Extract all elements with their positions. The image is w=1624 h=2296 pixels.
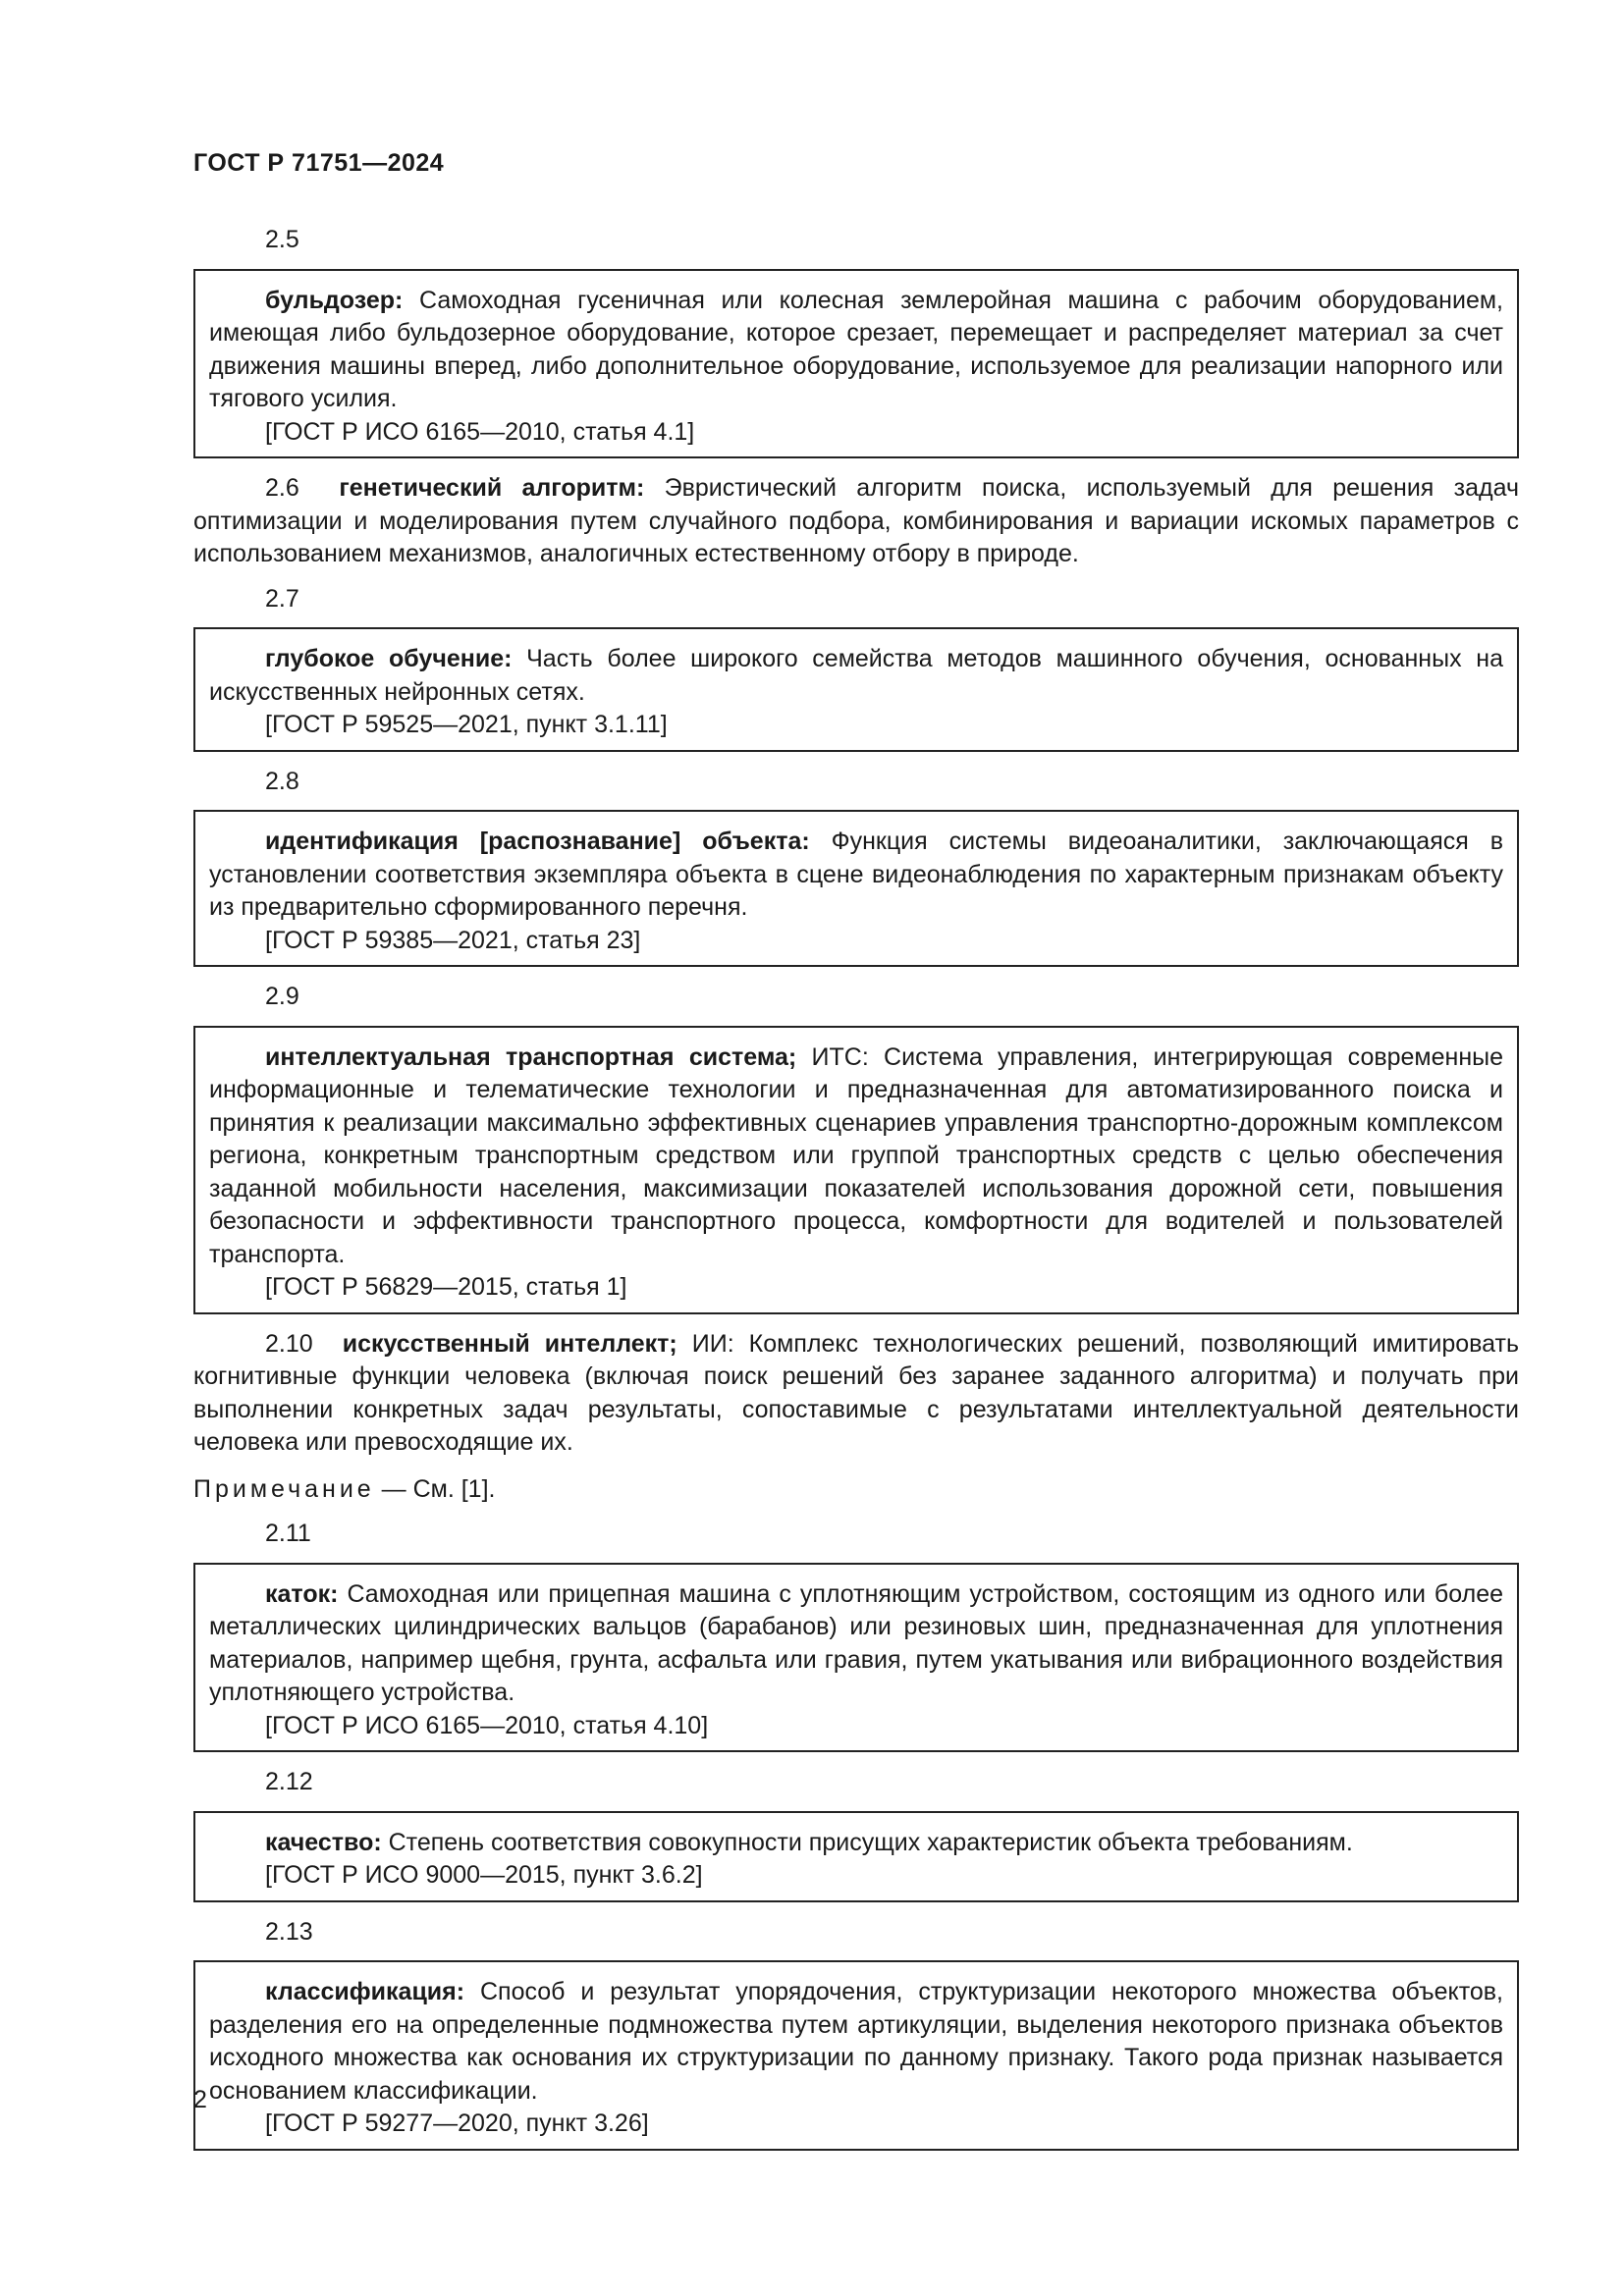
term-box-deep-learning [193,627,1519,752]
entry-number: 2.7 [265,584,299,613]
definition-genetic-algorithm [193,472,1519,571]
page-number: 2 [193,2086,207,2113]
source-reference: [ГОСТ Р 59277—2020, пункт 3.26] [265,2109,649,2137]
term: генетический алгоритм: [339,474,645,502]
note [193,1473,1519,1507]
term: интеллектуальная транспортная система; [265,1042,797,1071]
entry-number: 2.8 [265,767,299,795]
entry-number: 2.6 [265,474,299,502]
source-reference: [ГОСТ Р 56829—2015, статья 1] [265,1273,627,1301]
entry-number: 2.11 [265,1520,311,1547]
definition [209,826,1503,925]
definition-text: Функция системы видеоаналитики, заключающаяся в установлении соответствия экземпляра объекта в сцене видеонаблюдения по характерным признакам объекту из предварительно сформированного перечня. [209,828,1503,921]
entry-number: 2.13 [265,1917,313,1946]
definition [209,1041,1503,1272]
definition [209,1827,1503,1860]
definition-artificial-intelligence [193,1328,1519,1460]
document-header: ГОСТ Р 71751—2024 [193,149,445,177]
source-reference: [ГОСТ Р ИСО 9000—2015, пункт 3.6.2] [265,1861,703,1889]
definition-text: Самоходная гусеничная или колесная землеройная машина с рабочим оборудованием, имеющая либо бульдозерное оборудование, которое срезает, перемещает и распределяет материал за счет движения машины вперед, либо дополнительное оборудование, используемое для реализации напорного или тягового усилия. [209,286,1503,412]
definition-text: ИИ: Комплекс технологических решений, позволяющий имитировать когнитивные функции человека (включая поиск решений без заранее заданного алгоритма) и получать при выполнении конкретных задач результаты, сопоставимые с результатами интеллектуальной деятельности человека или превосходящие их. [193,1329,1519,1456]
definition-text: Способ и результат упорядочения, структуризации некоторого множества объектов, разделения его на определенные подмножества путем артикуляции, выделения некоторого признака объектов исходного множества как основания их структуризации по данному признаку. Такого рода признак называется основанием классификации. [209,1978,1503,2105]
source-reference: [ГОСТ Р 59385—2021, статья 23] [265,926,641,954]
definition-text: Часть более широкого семейства методов машинного обучения, основанных на искусственных нейронных сетях. [209,645,1503,706]
definition [209,285,1503,416]
source-reference: [ГОСТ Р 59525—2021, пункт 3.1.11] [265,711,668,738]
definition-text: ИТС: Система управления, интегрирующая современные информационные и телематические технологии и предназначенная для автоматизированного поиска и принятия к реализации максимально эффективных сценариев управления транспортно-дорожным комплексом региона, конкретным транспортным средством или группой транспортных средств с целью обеспечения заданной мобильности населения, максимизации показателей использования дорожной сети, повышения безопасности и эффективности транспортного процесса, комфортности для водителей и пользователей транспорта. [209,1042,1504,1268]
term: каток: [265,1579,339,1608]
term: искусственный интеллект; [342,1329,677,1358]
term: глубокое обучение: [265,645,513,672]
definition [209,1976,1503,2108]
note-text: — См. [1]. [374,1474,496,1503]
term: классификация: [265,1978,465,2005]
source-reference: [ГОСТ Р ИСО 6165—2010, статья 4.1] [265,417,695,446]
definition [209,643,1503,709]
terms-content [193,224,1519,2164]
entry-number: 2.9 [265,983,299,1010]
definition-text: Степень соответствия совокупности присущих характеристик объекта требованиям. [381,1828,1353,1856]
term: бульдозер: [265,286,404,314]
term-box-quality [193,1811,1519,1902]
entry-number: 2.5 [265,226,299,253]
source-reference: [ГОСТ Р ИСО 6165—2010, статья 4.10] [265,1711,709,1739]
term-box-classification [193,1960,1519,2151]
entry-number: 2.12 [265,1768,313,1795]
entry-number: 2.10 [265,1329,313,1358]
term-box-roller [193,1563,1519,1753]
term-box-identification [193,810,1519,967]
term-box-bulldozer [193,269,1519,459]
definition-text: Эвристический алгоритм поиска, используемый для решения задач оптимизации и моделирования путем случайного подбора, комбинирования и вариации искомых параметров с использованием механизмов, аналогичных естественному отбору в природе. [193,474,1519,567]
note-label: Примечание [193,1474,375,1503]
term: идентификация [распознавание] объекта: [265,828,810,855]
definition-text: Самоходная или прицепная машина с уплотняющим устройством, состоящим из одного или более металлических цилиндрических вальцов (барабанов) или резиновых шин, предназначенная для уплотнения материалов, например щебня, грунта, асфальта или гравия, путем укатывания или вибрационного воздействия уплотняющего устройства. [209,1579,1503,1706]
term: качество: [265,1828,382,1856]
term-box-its [193,1026,1519,1314]
definition [209,1578,1503,1710]
